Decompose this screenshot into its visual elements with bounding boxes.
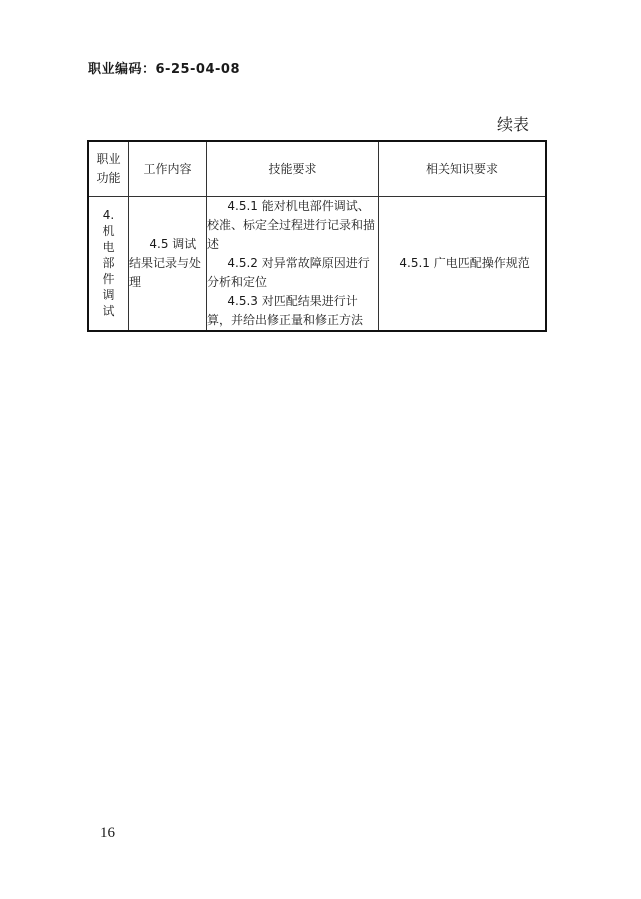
skill-item-2: 4.5.2 对异常故障原因进行分析和定位 <box>207 256 370 289</box>
occupation-code: 职业编码：6-25-04-08 <box>88 62 241 77</box>
header-skill-requirements: 技能要求 <box>207 141 379 197</box>
skill-item-1: 4.5.1 能对机电部件调试、校准、标定全过程进行记录和描述 <box>207 199 376 251</box>
cell-skill-requirements <box>207 197 379 332</box>
cell-function <box>88 197 129 332</box>
continued-label: 续表 <box>497 115 530 134</box>
skill-table <box>87 140 547 332</box>
table-row <box>88 197 546 332</box>
knowledge-text: 4.5.1 广电匹配操作规范 <box>399 256 530 270</box>
cell-work-content <box>129 197 207 332</box>
header-knowledge-requirements: 相关知识要求 <box>379 141 547 197</box>
page-number: 16 <box>100 825 115 841</box>
header-work-content: 工作内容 <box>129 141 207 197</box>
cell-knowledge-requirements <box>379 197 547 332</box>
work-content-text: 4.5 调试结果记录与处理 <box>129 237 202 289</box>
skill-item-3: 4.5.3 对匹配结果进行计算，并给出修正量和修正方法 <box>207 294 364 327</box>
function-text: 4.机电部件调试 <box>102 207 115 318</box>
header-function: 职业功能 <box>88 141 129 197</box>
table-header-row <box>88 141 546 197</box>
